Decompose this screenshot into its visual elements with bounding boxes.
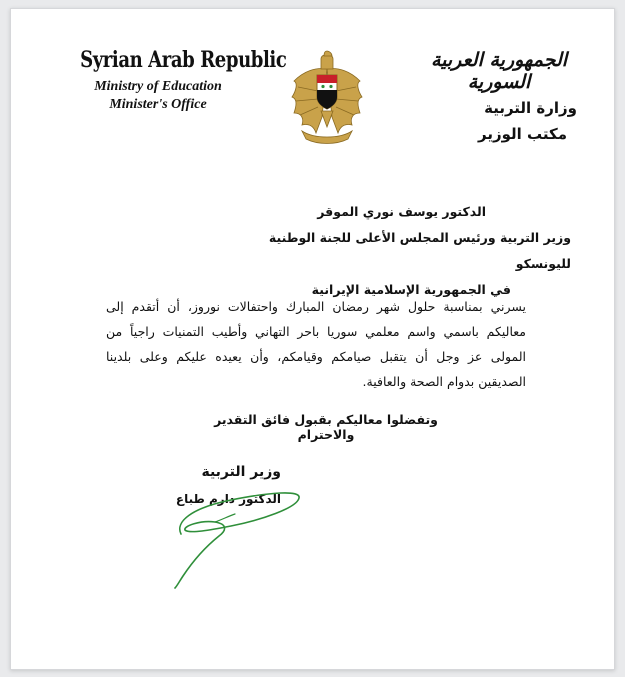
arabic-office-name: مكتب الوزير (477, 125, 567, 143)
english-ministry-name: Ministry of Education (94, 79, 222, 94)
recipient-address (211, 199, 571, 303)
letter-closing: وتفضلوا معاليكم بقبول فائق التقدير والاحترام (214, 412, 438, 442)
english-country-name: Syrian Arab Republic (80, 47, 287, 73)
signer-name: الدكتور دارم طباع (175, 492, 281, 506)
signature-block (161, 464, 281, 506)
letter-body: يسرني بمناسبة حلول شهر رمضان المبارك واحتفالات نوروز، أن أتقدم إلى معاليكم باسمي واسم معلمي سوريا باحر التهاني وأطيب التمنيات راجياً من المولى عز وجل أن يتقبل صيامكم وقيامكم، وأن يعيده عليكم وعلى بلدينا الصديقين بدوام الصحة والعافية. (106, 299, 526, 389)
english-letterhead (63, 47, 287, 113)
recipient-country: في الجمهورية الإسلامية الإيرانية (311, 282, 511, 297)
recipient-name: الدكتور يوسف نوري الموقر (317, 204, 486, 219)
english-office-name: Minister's Office (109, 97, 207, 112)
signer-title: وزير التربية (201, 464, 281, 480)
arabic-ministry-name: وزارة التربية (484, 99, 577, 117)
arabic-country-name: الجمهورية العربية السورية (430, 49, 568, 93)
letter-page (10, 8, 615, 670)
arabic-letterhead (409, 49, 589, 143)
syrian-eagle-emblem-icon (288, 47, 366, 145)
recipient-title: وزير التربية ورئيس المجلس الأعلى للجنة الوطنية لليونسكو (268, 230, 571, 271)
